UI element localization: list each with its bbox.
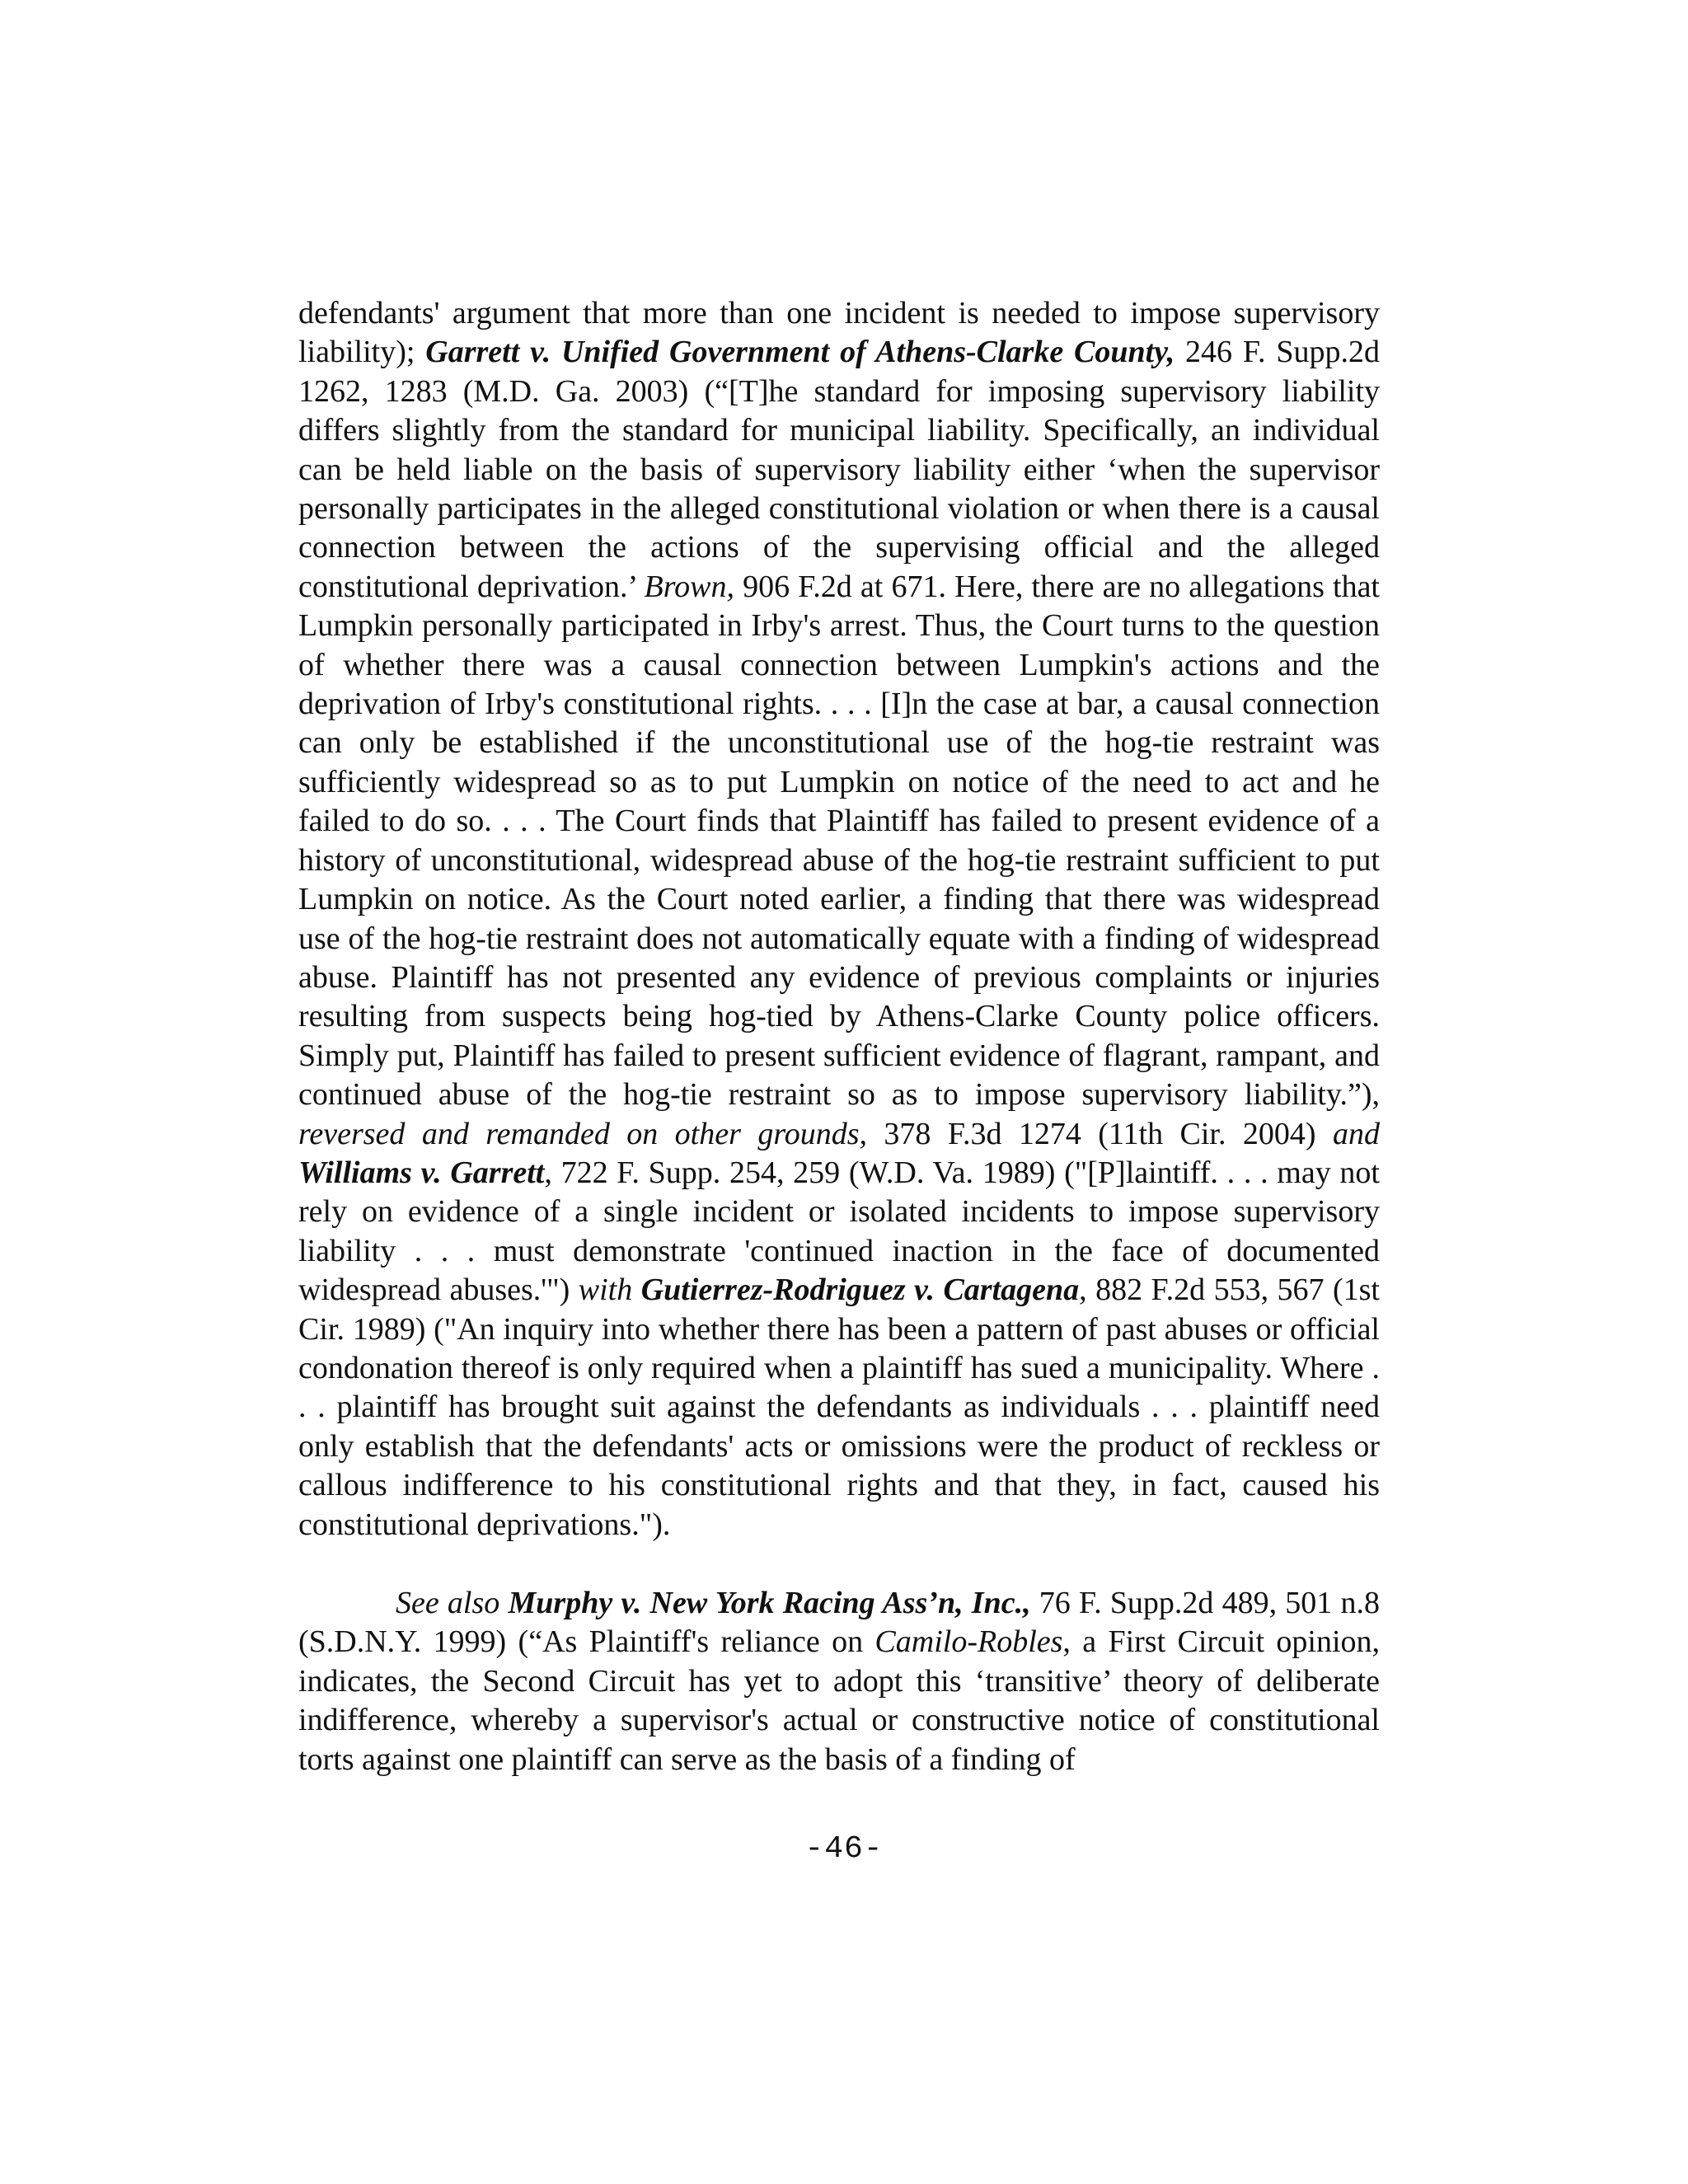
case-name-camilo-robles: Camilo-Robles [874, 1624, 1063, 1660]
case-name-murphy: Murphy v. New York Racing Ass’n, Inc., [508, 1586, 1031, 1620]
text-run [632, 1272, 640, 1307]
page-number: -46- [804, 1831, 884, 1867]
text-run: defendants' argument that more than one incident is needed to impose supervisory liability); [298, 296, 1380, 370]
subsequent-history: reversed and remanded on other grounds, [298, 1116, 867, 1151]
case-name-gutierrez: Gutierrez-Rodriguez v. Cartagena [640, 1272, 1080, 1308]
text-run: 246 F. Supp.2d 1262, 1283 (M.D. Ga. 2003) (“[T]he standard for imposing supervisory liability differs slightly from the standard for municipal liability. Specifically, an individual can be held liable on the basis of supervisory liability either ‘when the supervisor personally participates in the alleged constitutional violation or when there is a causal connection between the actions of the supervising official and the alleged constitutional deprivation.’ [298, 335, 1380, 604]
paragraph-continuation [298, 294, 1380, 1544]
text-run: , 882 F.2d 553, 567 (1st Cir. 1989) ("An inquiry into whether there has been a pattern of past abuses or official condonation thereof is only required when a plaintiff has sued a municipality. Where . . . plaintiff has brought suit against the defendants as individuals . . . plaintiff need only establish that the defendants' acts or omissions were the product of reckless or callous indifference to his constitutional rights and that they, in fact, caused his constitutional deprivations."). [298, 1272, 1380, 1542]
case-name-brown: Brown, [644, 569, 734, 604]
text-run: , a First Circuit opinion, indicates, the Second Circuit has yet to adopt this ‘transitive’ theory of deliberate indifference, whereby a supervisor's actual or constructive notice of constitutional torts against one plaintiff can serve as the basis of a finding of [298, 1624, 1380, 1777]
text-run: 76 F. Supp.2d 489, 501 n.8 (S.D.N.Y. 1999) (“As Plaintiff's reliance on [298, 1586, 1381, 1660]
case-name-williams: Williams v. Garrett [298, 1155, 545, 1190]
body-text [298, 294, 1380, 1779]
paragraph-see-also [298, 1584, 1380, 1779]
signal-see-also: See also [396, 1586, 500, 1620]
text-run: 906 F.2d at 671. Here, there are no allegations that Lumpkin personally participated in Irby's arrest. Thus, the Court turns to the question of whether there was a causal connection between Lumpkin's actions and the deprivation of Irby's constitutional rights. . . . [I]n the case at bar, a causal connection can only be established if the unconstitutional use of the hog-tie restraint was sufficiently widespread so as to put Lumpkin on notice of the need to act and he failed to do so. . . . The Court finds that Plaintiff has failed to present evidence of a history of unconstitutional, widespread abuse of the hog-tie restraint sufficient to put Lumpkin on notice. As the Court noted earlier, a finding that there was widespread use of the hog-tie restraint does not automatically equate with a finding of widespread abuse. Plaintiff has not presented any evidence of previous complaints or injuries resulting from suspects being hog-tied by Athens-Clarke County police officers. Simply put, Plaintiff has failed to present sufficient evidence of flagrant, rampant, and continued abuse of the hog-tie restraint so as to impose supervisory liability.”), [298, 569, 1380, 1113]
signal-and: and [1333, 1116, 1380, 1151]
case-name-garrett: Garrett v. Unified Government of Athens-Clarke County, [425, 335, 1175, 370]
text-run: 378 F.3d 1274 (11th Cir. 2004) [867, 1116, 1333, 1151]
text-run [499, 1586, 508, 1620]
text-run: , 722 F. Supp. 254, 259 (W.D. Va. 1989) ("[P]laintiff. . . . may not rely on evidence of a single incident or isolated incidents to impose supervisory liability . . . must demonstrate 'continued inaction in the face of documented widespread abuses.'") [298, 1155, 1380, 1308]
signal-with: with [578, 1272, 633, 1308]
